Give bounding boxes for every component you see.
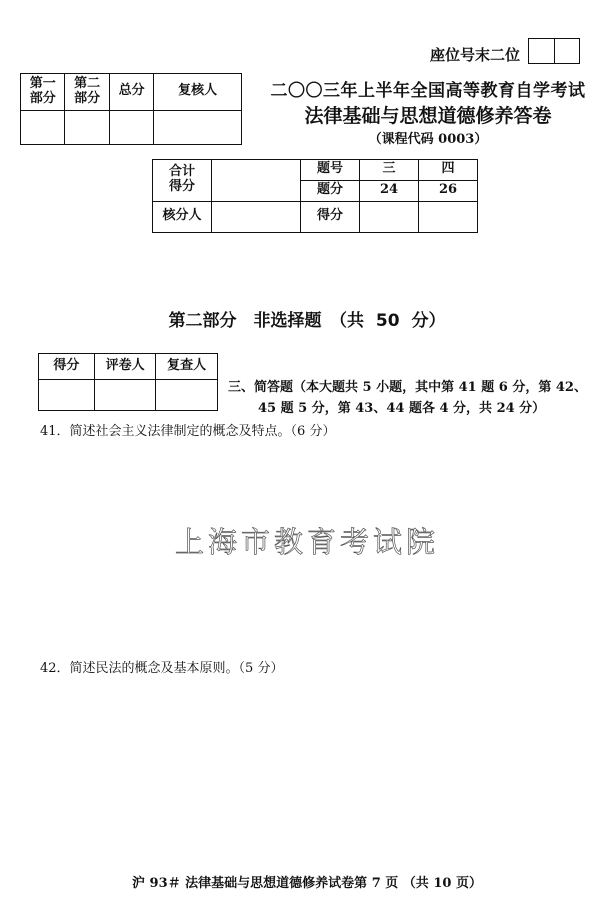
checker-cell[interactable] <box>212 201 301 232</box>
grader-name-cell[interactable] <box>94 380 156 411</box>
grader-reviewer-cell[interactable] <box>156 380 218 411</box>
question-type-instructions-cont: 45 题 5 分，第 43、44 题各 4 分，共 24 分） <box>258 401 546 416</box>
obtained-score-label: 得分 <box>301 201 360 232</box>
grader-name-label: 评卷人 <box>94 354 156 380</box>
course-code: （课程代码 0003） <box>368 132 488 147</box>
total-score-cell[interactable] <box>212 160 301 202</box>
answer-area-42[interactable] <box>40 680 580 860</box>
question-number-3: 三 <box>360 160 419 181</box>
seat-number-boxes <box>528 38 580 64</box>
header-total: 总分 <box>109 74 153 111</box>
seat-digit-box <box>555 39 580 63</box>
score-cell-reviewer[interactable] <box>154 110 242 145</box>
header-reviewer: 复核人 <box>154 74 242 111</box>
part-score-table <box>20 73 242 145</box>
question-type-instructions: 三、简答题（本大题共 5 小题，其中第 41 题 6 分，第 42、 <box>228 380 587 395</box>
total-score-label: 合计 得分 <box>153 160 212 202</box>
question-points-4: 26 <box>419 180 478 201</box>
grader-table <box>38 353 218 411</box>
checker-label: 核分人 <box>153 201 212 232</box>
question-number-4: 四 <box>419 160 478 181</box>
grader-score-label: 得分 <box>39 354 95 380</box>
page-footer: 沪 93＃ 法律基础与思想道德修养试卷第 7 页 （共 10 页） <box>132 876 482 891</box>
exam-title: 二〇〇三年上半年全国高等教育自学考试 <box>270 81 586 101</box>
header-part-two: 第二 部分 <box>65 74 109 111</box>
question-points-3: 24 <box>360 180 419 201</box>
question-score-table <box>152 159 478 233</box>
header-part-one: 第一 部分 <box>21 74 65 111</box>
watermark-stamp: 上海市教育考试院 <box>174 525 439 559</box>
question-points-label: 题分 <box>301 180 360 201</box>
obtained-score-3[interactable] <box>360 201 419 232</box>
question-42: 42．简述民法的概念及基本原则。（5 分） <box>40 661 284 676</box>
question-number-label: 题号 <box>301 160 360 181</box>
section-title: 第二部分 非选择题 （共 50 分） <box>168 311 446 331</box>
seat-digit-box <box>529 39 555 63</box>
seat-number-label: 座位号末二位 <box>430 46 521 64</box>
score-cell-total[interactable] <box>109 110 153 145</box>
question-41: 41．简述社会主义法律制定的概念及特点。（6 分） <box>40 424 336 439</box>
obtained-score-4[interactable] <box>419 201 478 232</box>
score-cell-part-one[interactable] <box>21 110 65 145</box>
grader-score-cell[interactable] <box>39 380 95 411</box>
exam-subject: 法律基础与思想道德修养答卷 <box>304 105 552 127</box>
score-cell-part-two[interactable] <box>65 110 109 145</box>
grader-reviewer-label: 复查人 <box>156 354 218 380</box>
